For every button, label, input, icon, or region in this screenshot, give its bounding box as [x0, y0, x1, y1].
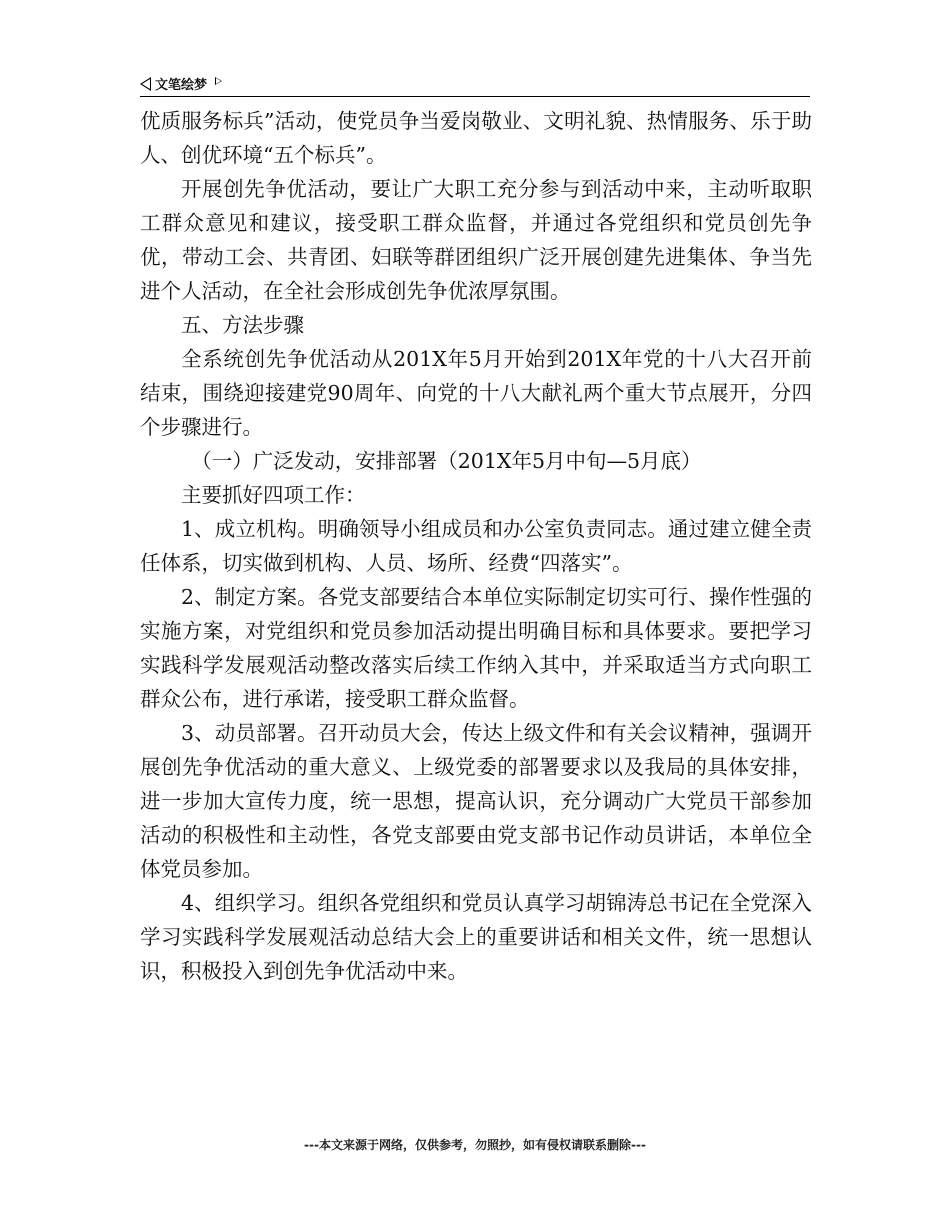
- list-item-plan: 2、制定方案。各党支部要结合本单位实际制定切实可行、操作性强的实施方案，对党组织和党员参加活动提出明确目标和具体要求。要把学习实践科学发展观活动整改落实后续工作纳入其中，并采取适当方式向职工群众公布，进行承诺，接受职工群众监督。: [140, 585, 812, 711]
- paragraph-participation: 开展创先争优活动，要让广大职工充分参与到活动中来，主动听取职工群众意见和建议，接受职工群众监督，并通过各党组织和党员创先争优，带动工会、共青团、妇联等群团组织广泛开展创建先进集体、争当先进个人活动，在全社会形成创先争优浓厚氛围。: [140, 177, 812, 303]
- triangle-right-icon: [215, 77, 222, 85]
- triangle-left-icon: [140, 77, 151, 91]
- document-body: [140, 104, 812, 988]
- page-footer-disclaimer: ---本文来源于网络，仅供参考，勿照抄，如有侵权请联系删除---: [304, 1138, 646, 1152]
- list-item-establish: 1、成立机构。明确领导小组成员和办公室负责同志。通过建立健全责任体系，切实做到机构、人员、场所、经费“四落实”。: [140, 517, 812, 575]
- list-item-study: 4、组织学习。组织各党组织和党员认真学习胡锦涛总书记在全党深入学习实践科学发展观活动总结大会上的重要讲话和相关文件，统一思想认识，积极投入到创先争优活动中来。: [140, 891, 812, 983]
- list-item-mobilize: 3、动员部署。召开动员大会，传达上级文件和有关会议精神，强调开展创先争优活动的重大意义、上级党委的部署要求以及我局的具体安排，进一步加大宣传力度，统一思想，提高认识，充分调动广大党员干部参加活动的积极性和主动性，各党支部要由党支部书记作动员讲话，本单位全体党员参加。: [140, 721, 812, 881]
- paragraph-four-tasks: 主要抓好四项工作：: [181, 483, 366, 507]
- header-brand: [140, 74, 222, 93]
- section-heading-methods: 五、方法步骤: [181, 313, 304, 337]
- page-header: [140, 70, 810, 97]
- paragraph-continuation: 优质服务标兵”活动，使党员争当爱岗敬业、文明礼貌、热情服务、乐于助人、创优环境“五个标兵”。: [140, 109, 812, 167]
- subheading-phase-one: （一）广泛发动，安排部署（201X年5月中旬—5月底）: [191, 449, 702, 473]
- header-label: 文笔绘梦: [155, 78, 208, 93]
- paragraph-schedule: 全系统创先争优活动从201X年5月开始到201X年党的十八大召开前结束，围绕迎接建党90周年、向党的十八大献礼两个重大节点展开，分四个步骤进行。: [140, 347, 812, 439]
